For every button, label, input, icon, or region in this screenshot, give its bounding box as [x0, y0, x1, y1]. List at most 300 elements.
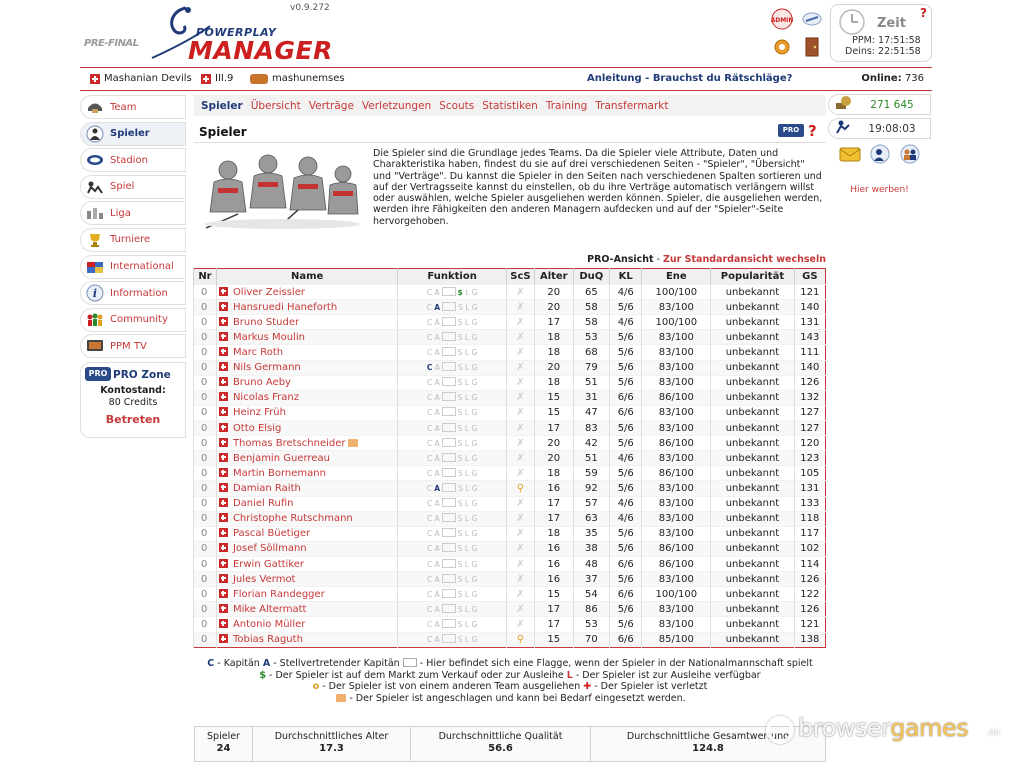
loan-marker: L: [464, 574, 470, 584]
national-flag-box-icon: [442, 528, 456, 537]
player-age: 17: [535, 420, 574, 435]
player-gs: 143: [794, 330, 825, 345]
assistant-marker: A: [434, 604, 440, 614]
market-marker: S: [457, 635, 463, 645]
nav-spiel[interactable]: Spiel: [80, 175, 186, 199]
player-energy: 86/100: [642, 390, 711, 405]
player-nr: 0: [194, 556, 217, 571]
stick-icon: ✗: [516, 301, 525, 313]
player-name-cell[interactable]: [216, 285, 397, 300]
pro-zone-title[interactable]: PRO Zone: [113, 369, 171, 382]
ppm-time: PPM: 17:51:58: [852, 35, 921, 46]
player-nr: 0: [194, 451, 217, 466]
market-marker: S: [457, 619, 463, 629]
market-marker: S: [457, 393, 463, 403]
col-scs[interactable]: ScS: [506, 269, 534, 285]
player-popularity: unbekannt: [711, 360, 794, 375]
player-scs[interactable]: [506, 587, 534, 602]
national-flag-box-icon: [442, 634, 456, 643]
player-name-cell[interactable]: [216, 556, 397, 571]
player-duq: 47: [573, 405, 610, 420]
player-scs[interactable]: [506, 481, 534, 496]
nav-liga[interactable]: Liga: [80, 201, 186, 225]
g-marker: G: [471, 574, 478, 584]
national-flag-box-icon: [442, 468, 456, 477]
swiss-flag-icon: [201, 74, 211, 84]
col-gs[interactable]: GS: [794, 269, 825, 285]
player-name[interactable]: Otto Elsig: [232, 422, 282, 434]
player-energy: 100/100: [642, 587, 711, 602]
player-scs[interactable]: [506, 541, 534, 556]
national-flag-box-icon: [442, 513, 456, 522]
assistant-marker: A: [434, 393, 440, 403]
g-marker: G: [471, 544, 478, 554]
swiss-flag-icon: [219, 574, 228, 583]
player-age: 16: [535, 556, 574, 571]
player-age: 17: [535, 511, 574, 526]
assistant-marker: A: [434, 332, 440, 342]
player-name-cell[interactable]: [216, 451, 397, 466]
stick-icon: ✗: [516, 437, 525, 449]
swiss-flag-icon: [219, 362, 228, 371]
player-nr: 0: [194, 360, 217, 375]
player-scs[interactable]: [506, 375, 534, 390]
captain-marker: C: [426, 468, 433, 478]
key-icon[interactable]: ⚲: [516, 634, 525, 646]
col-name[interactable]: Name: [216, 269, 397, 285]
league-icon: [84, 204, 106, 222]
game-clock-box[interactable]: [828, 118, 931, 139]
advice-link[interactable]: Brauchst du Rätschläge?: [652, 73, 793, 84]
logout-door-icon[interactable]: [800, 36, 824, 58]
player-duq: 70: [573, 632, 610, 647]
table-row[interactable]: [194, 481, 826, 496]
nav-stadion[interactable]: Stadion: [80, 148, 186, 172]
info-icon: [84, 284, 106, 302]
player-name[interactable]: Thomas Bretschneider: [232, 437, 346, 449]
player-popularity: unbekannt: [711, 315, 794, 330]
player-name[interactable]: Josef Söllmann: [232, 543, 307, 555]
table-row[interactable]: [194, 587, 826, 602]
captain-marker: C: [426, 438, 433, 448]
legend: C - Kapitän A - Stellvertretender Kapitän - Hier befindet sich eine Flagge, wenn der Spieler in der Nationalmannschaft spielt $ - Der Spieler ist auf dem Markt zum Verkauf oder zur Ausleihe L - Der Spieler ist zur Ausleihe verfügbar o - Der Spieler ist von einem anderen Team ausgeliehen ✚ - Der Spieler ist verletzt - Der Spieler ist angeschlagen und kann bei Bedarf eingesetzt werden.: [207, 658, 813, 704]
player-function: [398, 315, 506, 330]
player-name-cell[interactable]: [216, 300, 397, 315]
player-age: 20: [535, 436, 574, 451]
player-name-cell[interactable]: [216, 632, 397, 647]
player-name-cell[interactable]: [216, 330, 397, 345]
pro-badge-icon[interactable]: PRO: [778, 124, 804, 137]
market-marker: S: [457, 514, 463, 524]
table-row[interactable]: [194, 330, 826, 345]
g-marker: G: [471, 438, 478, 448]
player-scs[interactable]: [506, 330, 534, 345]
player-name[interactable]: Jules Vermot: [232, 573, 296, 585]
player-energy: 83/100: [642, 617, 711, 632]
player-gs: 126: [794, 602, 825, 617]
nav-community[interactable]: Community: [80, 308, 186, 332]
player-name[interactable]: Pascal Büetiger: [232, 528, 311, 540]
player-kl: 4/6: [610, 451, 642, 466]
doubtful-tag-icon: [348, 439, 358, 447]
player-scs[interactable]: [506, 345, 534, 360]
player-energy: 83/100: [642, 360, 711, 375]
player-name[interactable]: Daniel Rufin: [232, 498, 294, 510]
national-flag-box-icon: [442, 392, 456, 401]
swiss-flag-icon: [219, 498, 228, 507]
player-name[interactable]: Bruno Aeby: [232, 377, 291, 389]
player-scs[interactable]: [506, 360, 534, 375]
player-nr: 0: [194, 617, 217, 632]
player-duq: 51: [573, 375, 610, 390]
table-row[interactable]: [194, 602, 826, 617]
player-popularity: unbekannt: [711, 405, 794, 420]
player-energy: 83/100: [642, 345, 711, 360]
nav-ppm-tv[interactable]: PPM TV: [80, 334, 186, 358]
swiss-flag-icon: [219, 513, 228, 522]
player-energy: 100/100: [642, 285, 711, 300]
player-name[interactable]: Heinz Früh: [232, 407, 286, 419]
player-scs[interactable]: [506, 556, 534, 571]
table-row[interactable]: [194, 436, 826, 451]
player-name[interactable]: Bruno Studer: [232, 316, 300, 328]
player-kl: 5/6: [610, 617, 642, 632]
player-popularity: unbekannt: [711, 330, 794, 345]
nav-international[interactable]: International: [80, 255, 186, 279]
player-name-cell[interactable]: [216, 420, 397, 435]
help-icon[interactable]: ?: [808, 122, 817, 140]
stick-icon: ✗: [516, 603, 525, 615]
injured-cross-icon: ✚: [583, 681, 592, 692]
tab-uebersicht[interactable]: Übersicht: [250, 99, 301, 112]
admin-icon[interactable]: [770, 8, 794, 30]
national-flag-box-icon: [442, 287, 456, 296]
friends-icon[interactable]: [898, 143, 922, 165]
nav-information[interactable]: i Information: [80, 281, 186, 305]
player-scs[interactable]: [506, 436, 534, 451]
player-gs: 131: [794, 315, 825, 330]
player-name[interactable]: Florian Randegger: [232, 588, 325, 600]
player-name-cell[interactable]: [216, 315, 397, 330]
table-row[interactable]: [194, 285, 826, 300]
stick-icon: ✗: [516, 498, 525, 510]
player-duq: 59: [573, 466, 610, 481]
mail-icon[interactable]: [838, 143, 862, 165]
table-row[interactable]: [194, 632, 826, 647]
player-function: [398, 375, 506, 390]
player-scs[interactable]: [506, 602, 534, 617]
g-marker: G: [471, 635, 478, 645]
stadium-icon: [84, 151, 106, 169]
national-flag-box-icon: [442, 453, 456, 462]
summary-avg-quality: Durchschnittliche Qualität 56.6: [411, 727, 591, 761]
player-name[interactable]: Marc Roth: [232, 346, 284, 358]
tab-training[interactable]: Training: [545, 99, 588, 112]
player-gs: 127: [794, 420, 825, 435]
player-kl: 5/6: [610, 420, 642, 435]
assistant-marker: A: [434, 453, 440, 463]
table-row[interactable]: [194, 511, 826, 526]
col-kl[interactable]: KL: [610, 269, 642, 285]
assistant-marker: A: [434, 302, 441, 312]
player-scs[interactable]: [506, 315, 534, 330]
stick-icon: ✗: [516, 467, 525, 479]
user-link[interactable]: mashunemses: [250, 73, 345, 84]
swiss-flag-icon: [219, 543, 228, 552]
stick-icon: ✗: [516, 588, 525, 600]
browsergames-watermark: [760, 710, 1010, 750]
loan-marker: L: [464, 604, 470, 614]
market-marker: S: [458, 483, 463, 493]
col-nr[interactable]: Nr: [194, 269, 217, 285]
stick-icon: ✗: [516, 316, 525, 328]
page-header: [194, 121, 826, 143]
player-name-cell[interactable]: [216, 602, 397, 617]
enter-pro-zone-link[interactable]: Betreten: [105, 413, 161, 427]
g-marker: G: [471, 468, 478, 478]
player-duq: 63: [573, 511, 610, 526]
player-scs[interactable]: [506, 496, 534, 511]
team-name-link[interactable]: Mashanian Devils: [90, 73, 192, 84]
player-name[interactable]: Erwin Gattiker: [232, 558, 305, 570]
national-flag-box-icon: [442, 423, 456, 432]
settings-gear-icon[interactable]: [770, 36, 794, 58]
player-function: [398, 390, 506, 405]
standard-view-link[interactable]: Zur Standardansicht wechseln: [663, 254, 826, 265]
col-duq[interactable]: DuQ: [573, 269, 610, 285]
player-gs: 123: [794, 451, 825, 466]
player-popularity: unbekannt: [711, 617, 794, 632]
player-name[interactable]: Markus Moulin: [232, 331, 305, 343]
table-row[interactable]: [194, 496, 826, 511]
player-scs[interactable]: [506, 300, 534, 315]
player-popularity: unbekannt: [711, 481, 794, 496]
player-kl: 6/6: [610, 556, 642, 571]
player-name-cell[interactable]: [216, 526, 397, 541]
player-nr: 0: [194, 285, 217, 300]
player-name[interactable]: Mike Altermatt: [232, 603, 307, 615]
table-row[interactable]: [194, 572, 826, 587]
player-scs[interactable]: [506, 572, 534, 587]
player-energy: 83/100: [642, 451, 711, 466]
player-name-cell[interactable]: [216, 436, 397, 451]
assistant-marker: A: [434, 635, 440, 645]
player-scs[interactable]: [506, 285, 534, 300]
tab-scouts[interactable]: Scouts: [439, 99, 475, 112]
swiss-flag-icon: [219, 347, 228, 356]
stick-icon: ✗: [516, 407, 525, 419]
player-scs[interactable]: [506, 451, 534, 466]
player-name-cell[interactable]: [216, 572, 397, 587]
player-icon: [84, 125, 106, 143]
player-name-cell[interactable]: [216, 466, 397, 481]
table-row[interactable]: [194, 466, 826, 481]
loan-marker: L: [464, 544, 470, 554]
national-flag-box-icon: [442, 619, 456, 628]
nav-team[interactable]: Team: [80, 95, 186, 119]
col-funktion[interactable]: Funktion: [398, 269, 506, 285]
table-row[interactable]: [194, 420, 826, 435]
ppm-logo[interactable]: [84, 4, 344, 64]
table-row[interactable]: [194, 617, 826, 632]
captain-marker: C: [426, 453, 433, 463]
table-row[interactable]: [194, 556, 826, 571]
guide-link[interactable]: Anleitung: [587, 73, 642, 84]
col-alter[interactable]: Alter: [535, 269, 574, 285]
swiss-flag-icon: [219, 423, 228, 432]
g-marker: G: [471, 453, 478, 463]
player-nr: 0: [194, 436, 217, 451]
player-name[interactable]: Martin Bornemann: [232, 467, 326, 479]
player-kl: 6/6: [610, 632, 642, 647]
player-scs[interactable]: [506, 632, 534, 647]
player-name-cell[interactable]: [216, 511, 397, 526]
player-nr: 0: [194, 632, 217, 647]
player-gs: 132: [794, 390, 825, 405]
player-name[interactable]: Damian Raith: [232, 482, 301, 494]
player-popularity: unbekannt: [711, 436, 794, 451]
assistant-marker: A: [434, 559, 440, 569]
swiss-flag-icon: [219, 634, 228, 643]
player-kl: 6/6: [610, 390, 642, 405]
player-name[interactable]: Nicolas Franz: [232, 392, 299, 404]
nav-turniere[interactable]: Turniere: [80, 228, 186, 252]
player-scs[interactable]: [506, 511, 534, 526]
tab-statistiken[interactable]: Statistiken: [482, 99, 538, 112]
tab-vertraege[interactable]: Verträge: [308, 99, 354, 112]
table-row[interactable]: [194, 390, 826, 405]
swiss-flag-icon: [219, 483, 228, 492]
player-age: 16: [535, 481, 574, 496]
market-marker: S: [457, 529, 463, 539]
player-name-cell[interactable]: [216, 390, 397, 405]
player-age: 15: [535, 405, 574, 420]
player-name-cell[interactable]: [216, 360, 397, 375]
player-age: 18: [535, 375, 574, 390]
player-kl: 4/6: [610, 315, 642, 330]
market-marker: S: [457, 317, 463, 327]
key-icon[interactable]: ⚲: [516, 482, 525, 494]
col-popularitaet[interactable]: Popularität: [711, 269, 794, 285]
table-row[interactable]: [194, 315, 826, 330]
league-link[interactable]: III.9: [201, 73, 233, 84]
player-gs: 140: [794, 300, 825, 315]
col-ene[interactable]: Ene: [642, 269, 711, 285]
table-row[interactable]: [194, 541, 826, 556]
skater-icon: [834, 119, 854, 138]
player-gs: 121: [794, 617, 825, 632]
player-name-cell[interactable]: [216, 375, 397, 390]
player-scs[interactable]: [506, 617, 534, 632]
assistant-marker: A: [434, 438, 440, 448]
tab-transfermarkt[interactable]: Transfermarkt: [595, 99, 669, 112]
player-name[interactable]: Christophe Rutschmann: [232, 513, 353, 525]
tab-spieler[interactable]: Spieler: [201, 99, 243, 112]
player-popularity: unbekannt: [711, 285, 794, 300]
link-icon[interactable]: [800, 8, 824, 30]
table-row[interactable]: [194, 526, 826, 541]
clock-icon: [835, 7, 869, 37]
tab-verletzungen[interactable]: Verletzungen: [361, 99, 432, 112]
market-marker: S: [457, 468, 463, 478]
money-box[interactable]: [828, 94, 931, 115]
table-row[interactable]: [194, 405, 826, 420]
player-name-cell[interactable]: [216, 345, 397, 360]
tv-icon: [84, 337, 106, 355]
player-name[interactable]: Oliver Zeissler: [232, 286, 305, 298]
player-gs: 105: [794, 466, 825, 481]
search-person-icon[interactable]: [868, 143, 892, 165]
player-name[interactable]: Benjamin Guerreau: [232, 452, 330, 464]
market-marker: S: [457, 332, 463, 342]
stick-icon: ✗: [516, 528, 525, 540]
loan-marker: L: [566, 669, 573, 681]
help-icon[interactable]: ?: [920, 6, 927, 20]
borrowed-marker: o: [312, 681, 320, 692]
loan-marker: L: [464, 393, 470, 403]
player-name-cell[interactable]: [216, 496, 397, 511]
captain-marker: C: [426, 544, 433, 554]
player-scs[interactable]: [506, 405, 534, 420]
svg-text:i: i: [92, 287, 98, 301]
stick-icon: ✗: [516, 543, 525, 555]
player-duq: 79: [573, 360, 610, 375]
assistant-marker: A: [262, 658, 271, 669]
player-energy: 83/100: [642, 602, 711, 617]
player-name[interactable]: Nils Germann: [232, 362, 301, 374]
market-marker: S: [458, 302, 463, 312]
national-flag-box-icon: [442, 332, 456, 341]
player-gs: 133: [794, 496, 825, 511]
player-name[interactable]: Tobias Raguth: [232, 634, 303, 646]
player-name-cell[interactable]: [216, 587, 397, 602]
player-function: [398, 602, 506, 617]
pro-view-label: PRO-Ansicht: [587, 254, 654, 265]
player-name[interactable]: Hansruedi Haneforth: [232, 301, 338, 313]
table-row[interactable]: [194, 300, 826, 315]
player-name[interactable]: Antonio Müller: [232, 618, 306, 630]
player-name-cell[interactable]: [216, 405, 397, 420]
player-scs[interactable]: [506, 466, 534, 481]
national-flag-box-icon: [442, 317, 456, 326]
player-name-cell[interactable]: [216, 481, 397, 496]
player-nr: 0: [194, 390, 217, 405]
player-gs: 114: [794, 556, 825, 571]
player-scs[interactable]: [506, 420, 534, 435]
g-marker: G: [471, 619, 478, 629]
player-age: 18: [535, 345, 574, 360]
player-function: [398, 405, 506, 420]
player-scs[interactable]: [506, 526, 534, 541]
stick-icon: ✗: [516, 513, 525, 525]
table-row[interactable]: [194, 360, 826, 375]
player-age: 20: [535, 360, 574, 375]
nav-spieler[interactable]: Spieler: [80, 122, 186, 146]
player-function: [398, 526, 506, 541]
loan-marker: L: [464, 408, 470, 418]
captain-marker: C: [426, 499, 433, 509]
table-row[interactable]: [194, 451, 826, 466]
table-row[interactable]: [194, 345, 826, 360]
table-row[interactable]: [194, 375, 826, 390]
g-marker: G: [471, 408, 478, 418]
player-gs: 102: [794, 541, 825, 556]
advertise-link[interactable]: Hier werben!: [850, 185, 909, 195]
player-scs[interactable]: [506, 390, 534, 405]
player-name-cell[interactable]: [216, 541, 397, 556]
player-name-cell[interactable]: [216, 617, 397, 632]
header: [0, 0, 1024, 66]
